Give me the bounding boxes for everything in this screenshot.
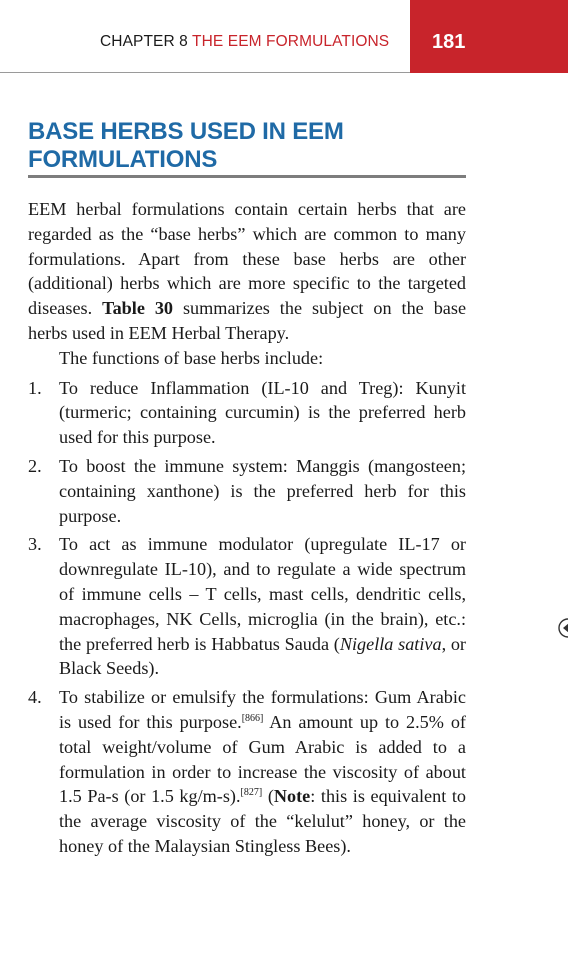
page-turn-icon[interactable] [556, 617, 568, 639]
list-item-text: To reduce Inflammation (IL-10 and Treg): Kunyit (turmeric; containing curcumin) is the preferred herb used for this purpose. [59, 377, 466, 448]
running-head [100, 33, 389, 51]
list-number: 4. [28, 687, 42, 708]
note-open: ( [267, 786, 274, 807]
intro-paragraph [28, 197, 466, 346]
list-item [28, 376, 466, 450]
citation: [827] [240, 787, 263, 799]
list-item-text-mid: An amount up to 2.5% of total weight/volume of Gum Arabic is added to a formulation in order to increase the viscosity of about 1.5 Pa-s (or 1.5 kg/m-s). [59, 711, 466, 807]
heading-underline [28, 175, 466, 178]
section-heading [28, 118, 478, 174]
list-item-text: To stabilize or emulsify the formulations: Gum Arabic is used for this purpose. [59, 687, 466, 732]
section-heading-line1: BASE HERBS USED IN EEM [28, 118, 344, 145]
body-text [28, 197, 466, 863]
list-number: 3. [28, 534, 42, 555]
note-text: : this is equivalent to the average viscosity of the “kelulut” honey, or the honey of the Malaysian Stingless Bees). [59, 786, 466, 856]
section-heading-line2: FORMULATIONS [28, 146, 218, 173]
species-name: Nigella sativa [339, 633, 442, 654]
list-item-text-end: , or Black Seeds). [59, 633, 466, 679]
page-header [0, 0, 568, 73]
list-item-text: To boost the immune system: Manggis (mangosteen; containing xanthone) is the preferred herb for this purpose. [59, 455, 466, 526]
list-item [28, 454, 466, 528]
functions-lead: The functions of base herbs include: [59, 347, 324, 368]
list-item [28, 685, 466, 859]
note-label: Note [273, 786, 311, 807]
table-reference: Table 30 [102, 298, 174, 319]
list-item-text: To act as immune modulator (upregulate IL-17 or downregulate IL-10), and to regulate a wide spectrum of immune cells – T cells, mast cells, dendritic cells, macrophages, NK Cells, microglia (in the brain), etc.: the preferred herb is Habbatus Sauda ( [59, 534, 466, 654]
citation: [866] [241, 712, 264, 724]
list-number: 1. [28, 377, 42, 398]
page-number: 181 [432, 31, 466, 53]
list-item [28, 532, 466, 681]
page-number-box [410, 0, 568, 73]
chapter-label: CHAPTER 8 [100, 33, 188, 50]
list-number: 2. [28, 455, 42, 476]
intro-part1: EEM herbal formulations contain certain herbs that are regarded as the “base herbs” which are common to many formulations. Apart from these base herbs are other (additional) herbs which are more specific to the targeted diseases. [28, 199, 466, 319]
functions-list [28, 376, 466, 859]
header-divider [0, 72, 410, 73]
intro-part2: summarizes the subject on the base herbs used in EEM Herbal Therapy. [28, 298, 467, 343]
chapter-title: THE EEM FORMULATIONS [192, 33, 390, 50]
